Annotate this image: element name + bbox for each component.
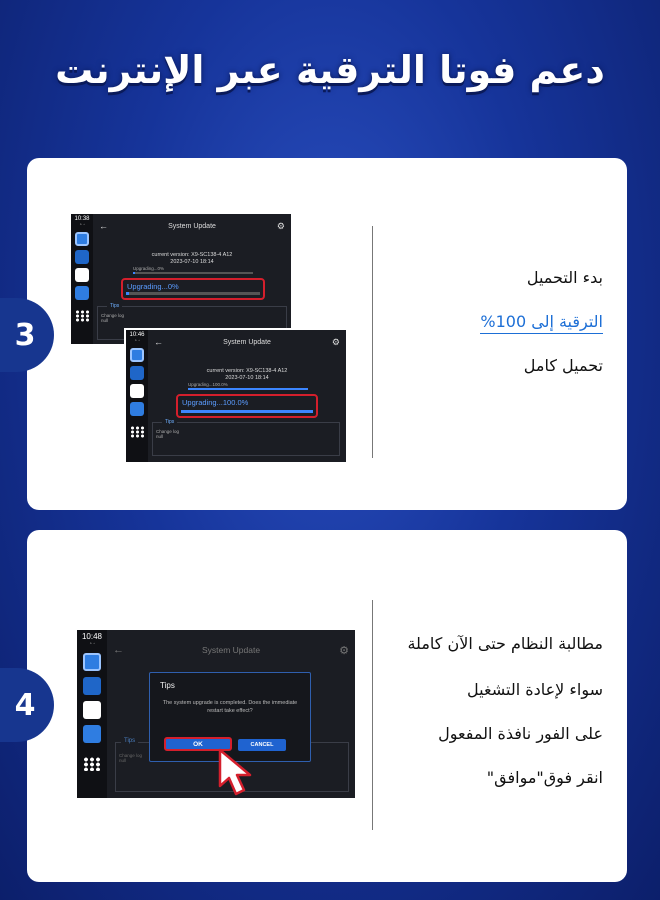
- step-card-3: [14, 158, 627, 510]
- divider-line: [372, 226, 373, 458]
- step-number-badge: 3: [0, 298, 54, 372]
- upgrade-progress-box: [121, 278, 265, 300]
- wifi-signal-icon: ◔ ◦: [78, 222, 86, 228]
- screen-header: [93, 214, 291, 238]
- app-grid-icon[interactable]: [130, 426, 144, 438]
- upgrade-status-text: Upgrading...0%: [127, 282, 179, 291]
- current-version-text: current version: X9-SC138-4 A12: [206, 368, 288, 374]
- play-app-icon[interactable]: [83, 725, 101, 743]
- upgrade-progress-fill: [181, 410, 313, 413]
- back-arrow-icon[interactable]: ←: [99, 221, 108, 231]
- screen-header: [107, 630, 355, 670]
- side-dock: [126, 330, 148, 462]
- upgrade-progress-box: [176, 394, 318, 418]
- dialog-title: Tips: [160, 681, 175, 690]
- clock-time: 10:46: [129, 332, 145, 338]
- small-status-text: Upgrading...0%: [133, 266, 165, 271]
- page-title: دعم فوتا الترقية عبر الإنترنت: [55, 48, 605, 92]
- change-log-label: Change log: [119, 753, 143, 758]
- step-card-4: [14, 530, 627, 882]
- gear-icon[interactable]: ⚙: [276, 220, 285, 231]
- screen-title: System Update: [201, 645, 261, 655]
- change-log-value: null: [156, 434, 164, 439]
- cancel-button[interactable]: CANCEL: [238, 739, 286, 751]
- upgrade-progress-fill: [126, 292, 129, 295]
- step-number-badge: 4: [0, 668, 54, 742]
- step-text-line-4: انقر فوق"موافق": [486, 768, 603, 787]
- version-date-text: 2023-07-10 18:14: [170, 259, 214, 265]
- wifi-signal-icon: ◔ ◦: [88, 641, 96, 647]
- gear-icon[interactable]: ⚙: [339, 644, 349, 657]
- radio-app-icon[interactable]: [75, 232, 89, 246]
- device-screen-restart-prompt: [77, 630, 355, 798]
- dialog-message: The system upgrade is completed. Does the immediate restart take effect?: [162, 700, 298, 714]
- play-app-icon[interactable]: [75, 286, 89, 300]
- ok-button[interactable]: OK: [164, 737, 232, 751]
- tips-tab: Tips: [107, 303, 122, 309]
- small-progress-bar: [133, 272, 253, 274]
- settings-app-icon[interactable]: [130, 384, 144, 398]
- back-arrow-icon[interactable]: ←: [113, 644, 124, 656]
- upgrade-status-text: Upgrading...100.0%: [182, 398, 249, 407]
- current-version-text: current version: X9-SC138-4 A12: [151, 252, 233, 258]
- play-app-icon[interactable]: [130, 402, 144, 416]
- small-status-text: Upgrading...100.0%: [188, 382, 228, 387]
- step-text-line-3: على الفور نافذة المفعول: [438, 724, 603, 743]
- device-screen-upgrading-complete: [126, 330, 346, 462]
- device-screen-upgrading-start: [71, 214, 291, 344]
- app-grid-icon[interactable]: [83, 757, 101, 771]
- change-log-label: Change log: [156, 429, 180, 434]
- upgrade-progress-bar: [126, 292, 260, 295]
- tips-tab: Tips: [121, 738, 138, 744]
- change-log-value: null: [101, 318, 109, 323]
- gauge-app-icon[interactable]: [130, 366, 144, 380]
- step-text-line-3: تحميل كامل: [523, 356, 603, 375]
- radio-app-icon[interactable]: [130, 348, 144, 362]
- step-text-line-1: بدء التحميل: [526, 268, 603, 287]
- clock-time: 10:38: [74, 216, 90, 222]
- tips-panel: [152, 422, 340, 456]
- gauge-app-icon[interactable]: [83, 677, 101, 695]
- step-text-line-2: الترقية إلى 100%: [480, 312, 603, 334]
- screen-header: [148, 330, 346, 354]
- change-log-label: Change log: [101, 313, 125, 318]
- settings-app-icon[interactable]: [83, 701, 101, 719]
- screen-title: System Update: [168, 222, 216, 230]
- step-text-line-1: مطالبة النظام حتى الآن كاملة: [407, 634, 603, 653]
- step-text-line-2: سواء لإعادة التشغيل: [467, 680, 603, 699]
- version-date-text: 2023-07-10 18:14: [225, 375, 269, 381]
- clock-time: 10:48: [81, 632, 103, 641]
- upgrade-progress-bar: [181, 410, 313, 413]
- wifi-signal-icon: ◔ ◦: [133, 338, 141, 344]
- radio-app-icon[interactable]: [83, 653, 101, 671]
- app-grid-icon[interactable]: [75, 310, 89, 322]
- divider-line: [372, 600, 373, 830]
- change-log-value: null: [119, 758, 127, 763]
- gauge-app-icon[interactable]: [75, 250, 89, 264]
- side-dock: [77, 630, 107, 798]
- back-arrow-icon[interactable]: ←: [154, 337, 163, 347]
- small-progress-fill: [188, 388, 308, 390]
- gear-icon[interactable]: ⚙: [331, 336, 340, 347]
- side-dock: [71, 214, 93, 344]
- small-progress-fill: [133, 272, 135, 274]
- mouse-pointer-icon: [217, 748, 261, 798]
- small-progress-bar: [188, 388, 308, 390]
- tips-tab: Tips: [162, 419, 177, 425]
- settings-app-icon[interactable]: [75, 268, 89, 282]
- screen-title: System Update: [223, 338, 271, 346]
